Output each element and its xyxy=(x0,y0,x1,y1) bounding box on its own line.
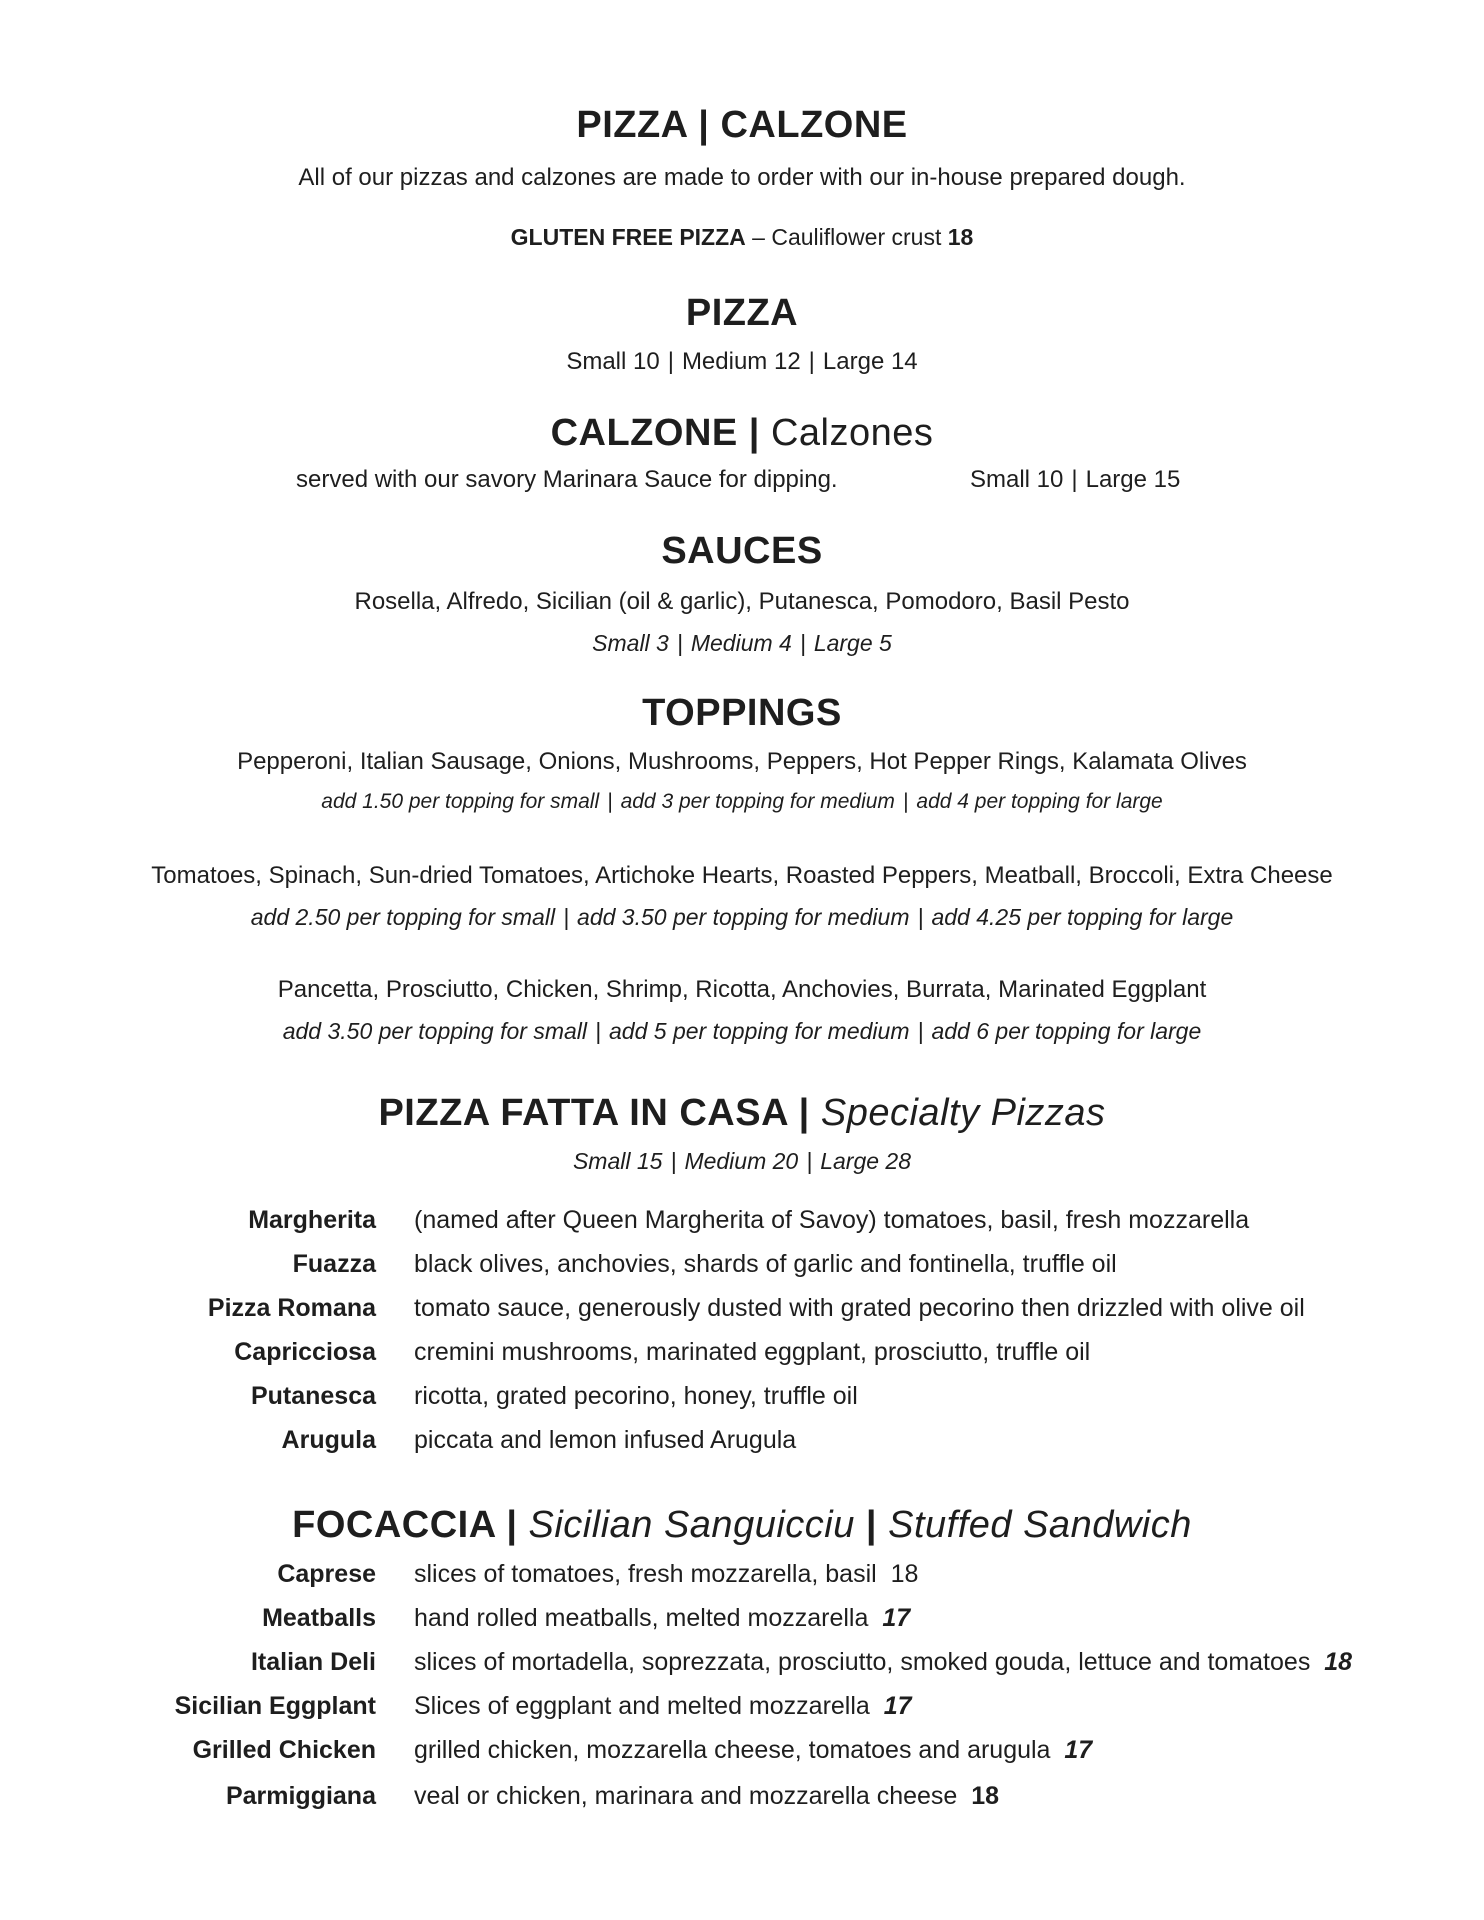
topping-2-price-large: add 4.25 per topping for large xyxy=(931,904,1234,930)
item-desc: grilled chicken, mozzarella cheese, tomatoes and arugula xyxy=(414,1736,1051,1764)
item-name: Grilled Chicken xyxy=(192,1736,376,1764)
calzone-size-small: Small 10 xyxy=(970,466,1064,493)
pizza-size-medium: Medium 12 xyxy=(681,348,801,375)
item-name: Capricciosa xyxy=(234,1338,376,1366)
item-name: Margherita xyxy=(248,1206,376,1234)
calzone-heading-light: Calzones xyxy=(770,412,934,454)
calzone-desc: served with our savory Marinara Sauce for dipping. xyxy=(296,466,838,493)
item-name: Sicilian Eggplant xyxy=(174,1692,376,1720)
topping-1-price-large: add 4 per topping for large xyxy=(916,790,1163,813)
sauces-list: Rosella, Alfredo, Sicilian (oil & garlic), Putanesca, Pomodoro, Basil Pesto xyxy=(354,588,1130,615)
toppings-heading: TOPPINGS xyxy=(642,692,842,734)
toppings-group-3-list: Pancetta, Prosciutto, Chicken, Shrimp, Ricotta, Anchovies, Burrata, Marinated Eggplant xyxy=(277,976,1207,1003)
item-price: 18 xyxy=(1324,1648,1353,1676)
pizza-size-large: Large 14 xyxy=(822,348,918,375)
specialty-size-medium: Medium 20 xyxy=(684,1148,799,1174)
topping-3-price-small: add 3.50 per topping for small xyxy=(282,1018,588,1044)
item-name: Parmiggiana xyxy=(225,1782,376,1810)
item-name: Meatballs xyxy=(262,1604,376,1632)
intro-text: All of our pizzas and calzones are made to order with our in-house prepared dough. xyxy=(298,164,1186,191)
item-desc: Slices of eggplant and melted mozzarella xyxy=(414,1692,870,1720)
toppings-group-1-prices: add 1.50 per topping for small | add 3 per topping for medium | add 4 per topping for large xyxy=(321,790,1163,813)
calzone-size-large: Large 15 xyxy=(1085,466,1181,493)
item-price: 18 xyxy=(890,1560,919,1588)
sauce-size-medium: Medium 4 xyxy=(690,630,792,656)
item-name: Caprese xyxy=(277,1560,376,1588)
sauce-size-large: Large 5 xyxy=(813,630,892,656)
focaccia-heading-bold: FOCACCIA xyxy=(292,1504,496,1546)
item-name: Italian Deli xyxy=(250,1648,376,1676)
item-name: Pizza Romana xyxy=(207,1294,376,1322)
toppings-group-1-list: Pepperoni, Italian Sausage, Onions, Mushrooms, Peppers, Hot Pepper Rings, Kalamata Olives xyxy=(237,748,1247,775)
focaccia-heading: FOCACCIA | Sicilian Sanguicciu | Stuffed Sandwich xyxy=(292,1504,1192,1546)
item-name: Arugula xyxy=(281,1426,376,1454)
item-desc: tomato sauce, generously dusted with grated pecorino then drizzled with olive oil xyxy=(414,1294,1305,1322)
item-desc: ricotta, grated pecorino, honey, truffle oil xyxy=(414,1382,858,1410)
specialty-heading: PIZZA FATTA IN CASA | Specialty Pizzas xyxy=(378,1092,1106,1134)
item-desc: cremini mushrooms, marinated eggplant, prosciutto, truffle oil xyxy=(414,1338,1091,1366)
toppings-group-2-prices: add 2.50 per topping for small | add 3.50 per topping for medium | add 4.25 per topping for large xyxy=(250,904,1234,930)
gluten-free-label: GLUTEN FREE PIZZA xyxy=(510,224,746,250)
item-desc: black olives, anchovies, shards of garlic and fontinella, truffle oil xyxy=(414,1250,1117,1278)
item-price: 17 xyxy=(1064,1736,1093,1764)
pizza-sizes: Small 10 | Medium 12 | Large 14 xyxy=(566,348,918,375)
sauce-size-small: Small 3 xyxy=(592,630,669,656)
item-desc: piccata and lemon infused Arugula xyxy=(414,1426,797,1454)
item-price: 18 xyxy=(971,1782,1000,1810)
specialty-sizes: Small 15 | Medium 20 | Large 28 xyxy=(572,1148,912,1174)
toppings-group-3-prices: add 3.50 per topping for small | add 5 per topping for medium | add 6 per topping for large xyxy=(282,1018,1202,1044)
item-price: 17 xyxy=(882,1604,911,1632)
focaccia-heading-italic-2: Stuffed Sandwich xyxy=(888,1504,1192,1546)
topping-1-price-medium: add 3 per topping for medium xyxy=(620,790,895,813)
calzone-heading: CALZONE | Calzones xyxy=(550,412,934,454)
item-desc: slices of mortadella, soprezzata, prosciutto, smoked gouda, lettuce and tomatoes xyxy=(414,1648,1311,1676)
focaccia-heading-italic-1: Sicilian Sanguicciu xyxy=(528,1504,855,1546)
item-desc: hand rolled meatballs, melted mozzarella xyxy=(414,1604,869,1632)
topping-3-price-large: add 6 per topping for large xyxy=(931,1018,1202,1044)
item-desc: (named after Queen Margherita of Savoy) tomatoes, basil, fresh mozzarella xyxy=(414,1206,1250,1234)
pizza-heading: PIZZA xyxy=(685,292,799,334)
item-price: 17 xyxy=(883,1692,912,1720)
pizza-size-small: Small 10 xyxy=(566,348,660,375)
calzone-heading-bold: CALZONE xyxy=(550,412,738,454)
item-name: Fuazza xyxy=(292,1250,376,1278)
item-name: Putanesca xyxy=(250,1382,376,1410)
gluten-free-price: 18 xyxy=(947,224,974,250)
calzone-sizes: Small 10 | Large 15 xyxy=(970,466,1181,493)
specialty-heading-italic: Specialty Pizzas xyxy=(820,1092,1106,1134)
gluten-free-desc: – Cauliflower crust xyxy=(745,224,948,250)
menu-title: PIZZA | CALZONE xyxy=(576,104,908,146)
specialty-size-small: Small 15 xyxy=(572,1148,663,1174)
toppings-group-2-list: Tomatoes, Spinach, Sun-dried Tomatoes, Artichoke Hearts, Roasted Peppers, Meatball, Broccoli, Extra Cheese xyxy=(151,862,1333,889)
specialty-heading-bold: PIZZA FATTA IN CASA xyxy=(378,1092,788,1134)
item-desc: slices of tomatoes, fresh mozzarella, basil xyxy=(414,1560,877,1588)
specialty-size-large: Large 28 xyxy=(820,1148,912,1174)
sauces-heading: SAUCES xyxy=(661,530,823,572)
sauces-sizes: Small 3 | Medium 4 | Large 5 xyxy=(592,630,892,656)
topping-2-price-small: add 2.50 per topping for small xyxy=(250,904,556,930)
topping-3-price-medium: add 5 per topping for medium xyxy=(609,1018,910,1044)
topping-1-price-small: add 1.50 per topping for small xyxy=(321,790,600,813)
topping-2-price-medium: add 3.50 per topping for medium xyxy=(577,904,910,930)
gluten-free-line xyxy=(0,224,1484,251)
item-desc: veal or chicken, marinara and mozzarella cheese xyxy=(414,1782,958,1810)
